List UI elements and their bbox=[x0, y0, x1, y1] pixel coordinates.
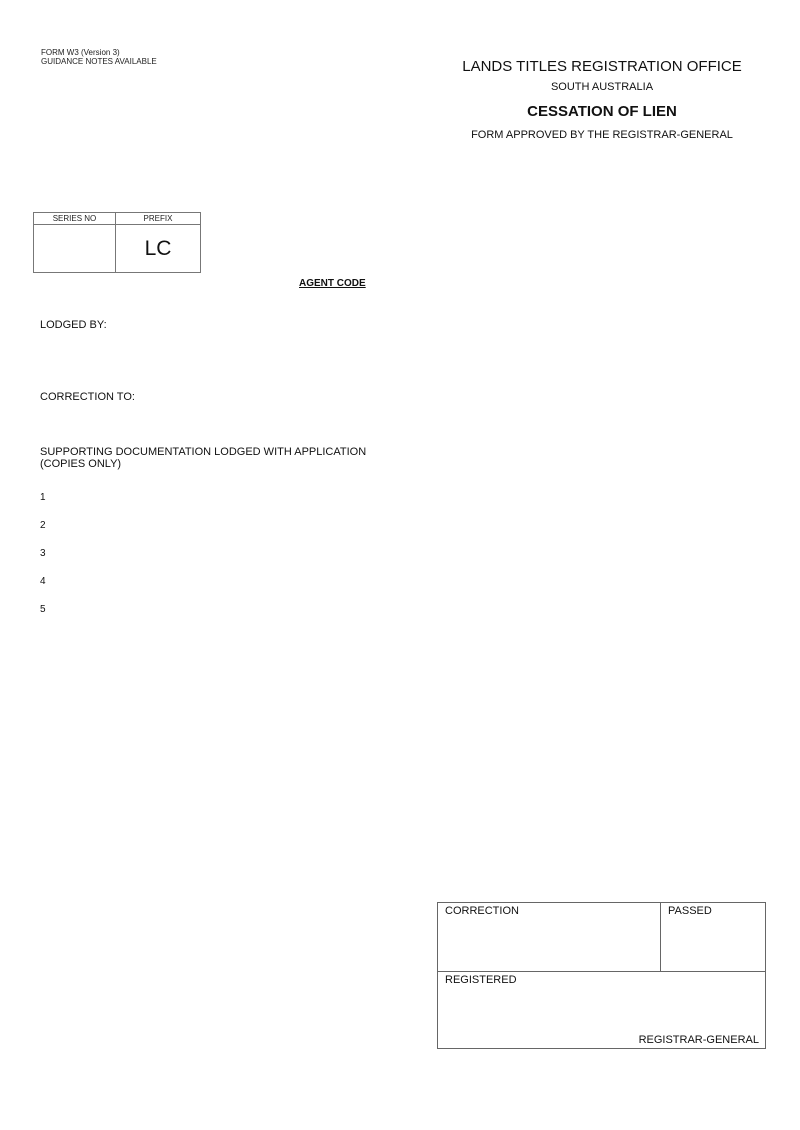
form-identifier bbox=[41, 48, 157, 66]
supporting-documentation-line: SUPPORTING DOCUMENTATION LODGED WITH APPLICATION bbox=[40, 446, 367, 458]
prefix-label: PREFIX bbox=[116, 213, 200, 225]
document-item-number: 2 bbox=[40, 520, 46, 531]
office-use-box bbox=[437, 902, 766, 1049]
document-item-number: 4 bbox=[40, 576, 46, 587]
series-no-label: SERIES NO bbox=[34, 213, 115, 225]
prefix-value: LC bbox=[144, 237, 172, 260]
document-item-number: 1 bbox=[40, 492, 46, 503]
correction-to-label: CORRECTION TO: bbox=[40, 391, 135, 403]
passed-label: PASSED bbox=[668, 905, 712, 917]
guidance-notes-note: GUIDANCE NOTES AVAILABLE bbox=[41, 57, 157, 66]
registrar-general-label: REGISTRAR-GENERAL bbox=[638, 1034, 759, 1046]
copies-only-note: (COPIES ONLY) bbox=[40, 458, 122, 470]
prefix-cell bbox=[116, 213, 200, 272]
page-title: CESSATION OF LIEN bbox=[527, 103, 677, 120]
correction-label: CORRECTION bbox=[445, 905, 519, 917]
registered-label: REGISTERED bbox=[445, 974, 517, 986]
form-header bbox=[440, 57, 764, 142]
document-item-number: 5 bbox=[40, 604, 46, 615]
supporting-documentation-heading bbox=[40, 446, 366, 470]
series-no-cell bbox=[34, 213, 116, 272]
office-name: LANDS TITLES REGISTRATION OFFICE bbox=[462, 58, 742, 75]
series-prefix-box bbox=[33, 212, 201, 273]
registered-cell bbox=[438, 972, 765, 1048]
passed-cell bbox=[661, 903, 765, 972]
state-name: SOUTH AUSTRALIA bbox=[550, 81, 654, 93]
agent-code-label: AGENT CODE bbox=[299, 278, 366, 289]
document-item-number: 3 bbox=[40, 548, 46, 559]
correction-cell bbox=[438, 903, 661, 972]
approval-note: FORM APPROVED BY THE REGISTRAR-GENERAL bbox=[471, 129, 733, 141]
form-version: FORM W3 (Version 3) bbox=[41, 48, 120, 57]
lodged-by-label: LODGED BY: bbox=[40, 319, 107, 331]
